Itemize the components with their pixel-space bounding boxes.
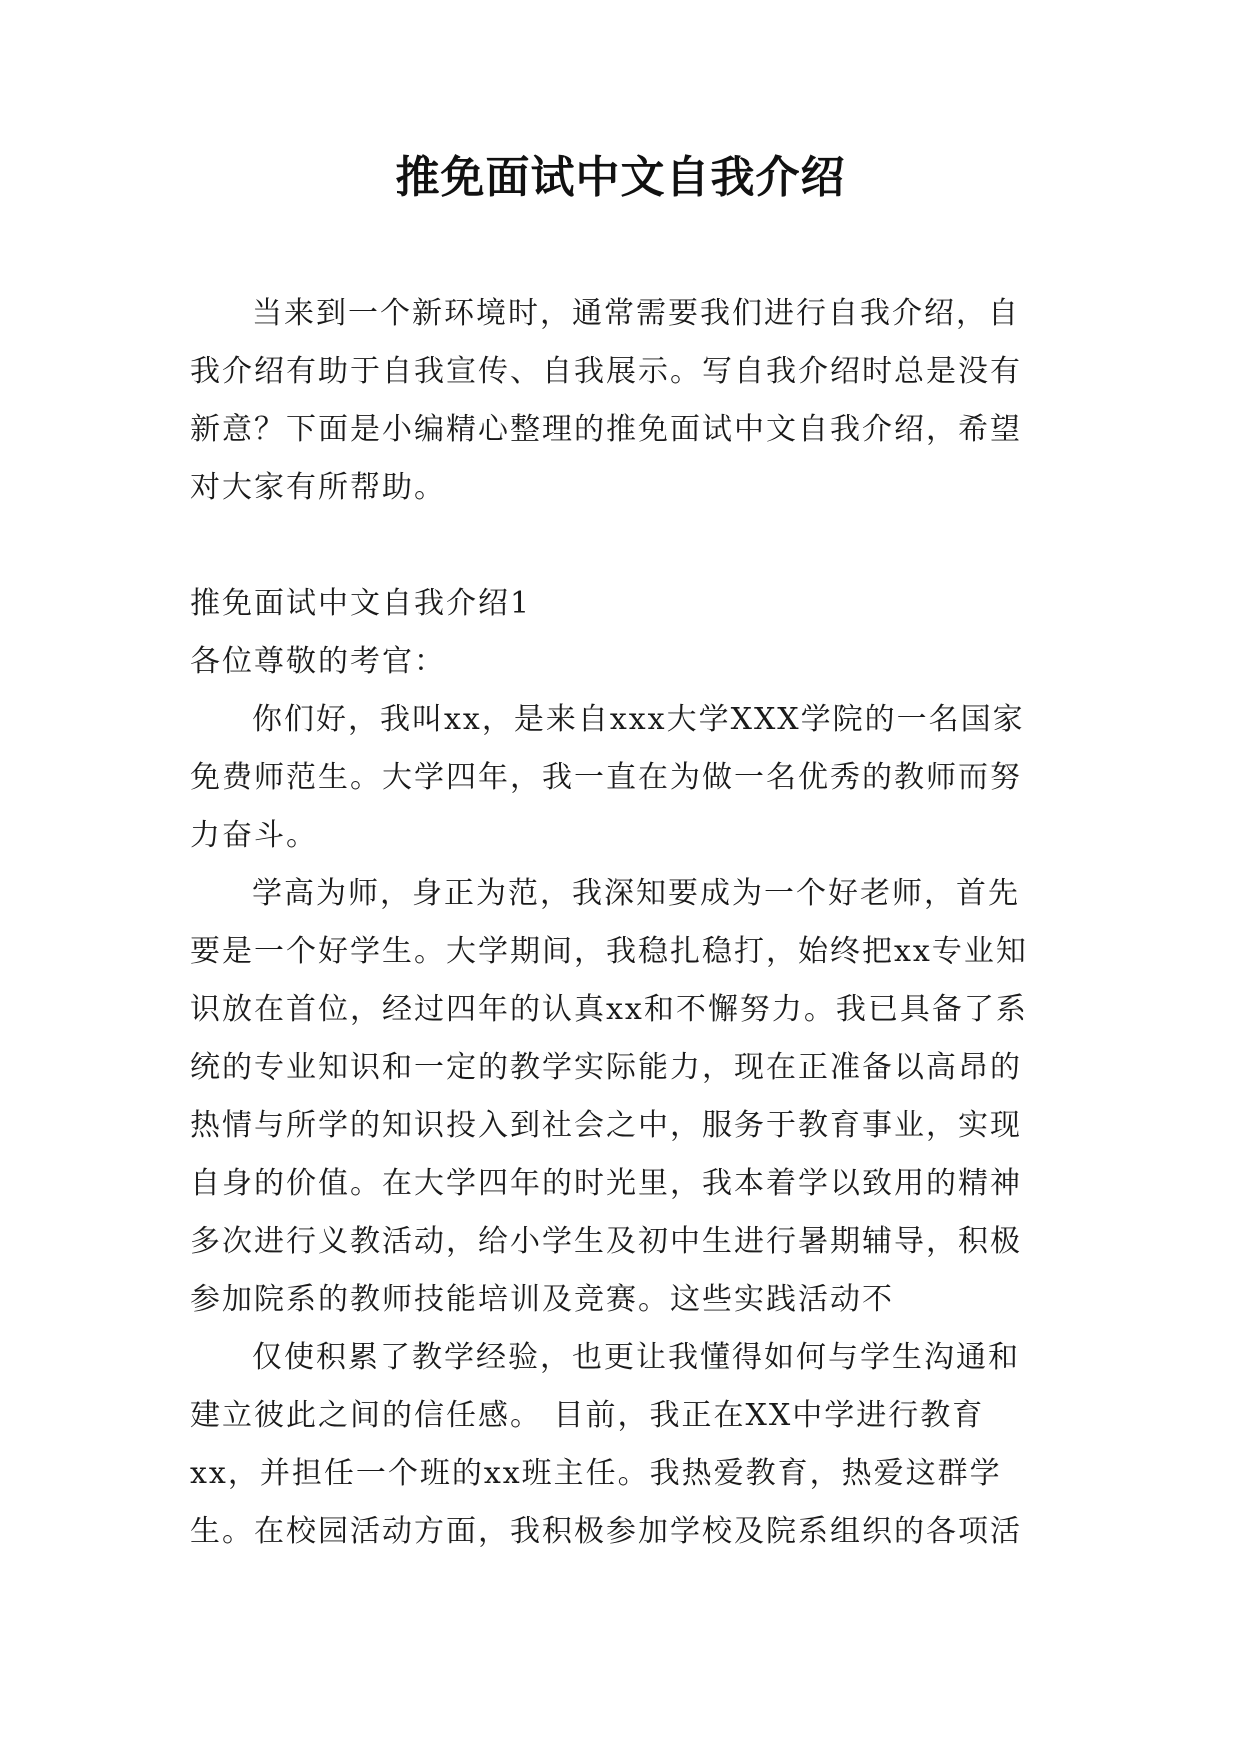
body-paragraph-3: 仅使积累了教学经验，也更让我懂得如何与学生沟通和建立彼此之间的信任感。 目前，我正在XX中学进行教育xx，并担任一个班的xx班主任。我热爱教育，热爱这群学生。在校园活动方面，我积极参加学校及院系组织的各项活 [190,1340,1022,1549]
document-title: 推免面试中文自我介绍 [395,152,846,203]
body-paragraph-1: 你们好，我叫xx，是来自xxx大学XXX学院的一名国家免费师范生。大学四年，我一直在为做一名优秀的教师而努力奋斗。 [190,702,1025,853]
document-body [190,285,1050,1561]
body-paragraph-2: 学高为师，身正为范，我深知要成为一个好老师，首先要是一个好学生。大学期间，我稳扎稳打，始终把xx专业知识放在首位，经过四年的认真xx和不懈努力。我已具备了系统的专业知识和一定的教学实际能力，现在正准备以高昂的热情与所学的知识投入到社会之中，服务于教育事业，实现自身的价值。在大学四年的时光里，我本着学以致用的精神多次进行义教活动，给小学生及初中生进行暑期辅导，积极参加院系的教师技能培训及竞赛。这些实践活动不 [190,876,1028,1317]
salutation: 各位尊敬的考官： [190,644,446,679]
section-heading: 推免面试中文自我介绍1 [190,586,532,621]
intro-paragraph: 当来到一个新环境时，通常需要我们进行自我介绍，自我介绍有助于自我宣传、自我展示。写自我介绍时总是没有新意？下面是小编精心整理的推免面试中文自我介绍，希望对大家有所帮助。 [190,296,1022,505]
